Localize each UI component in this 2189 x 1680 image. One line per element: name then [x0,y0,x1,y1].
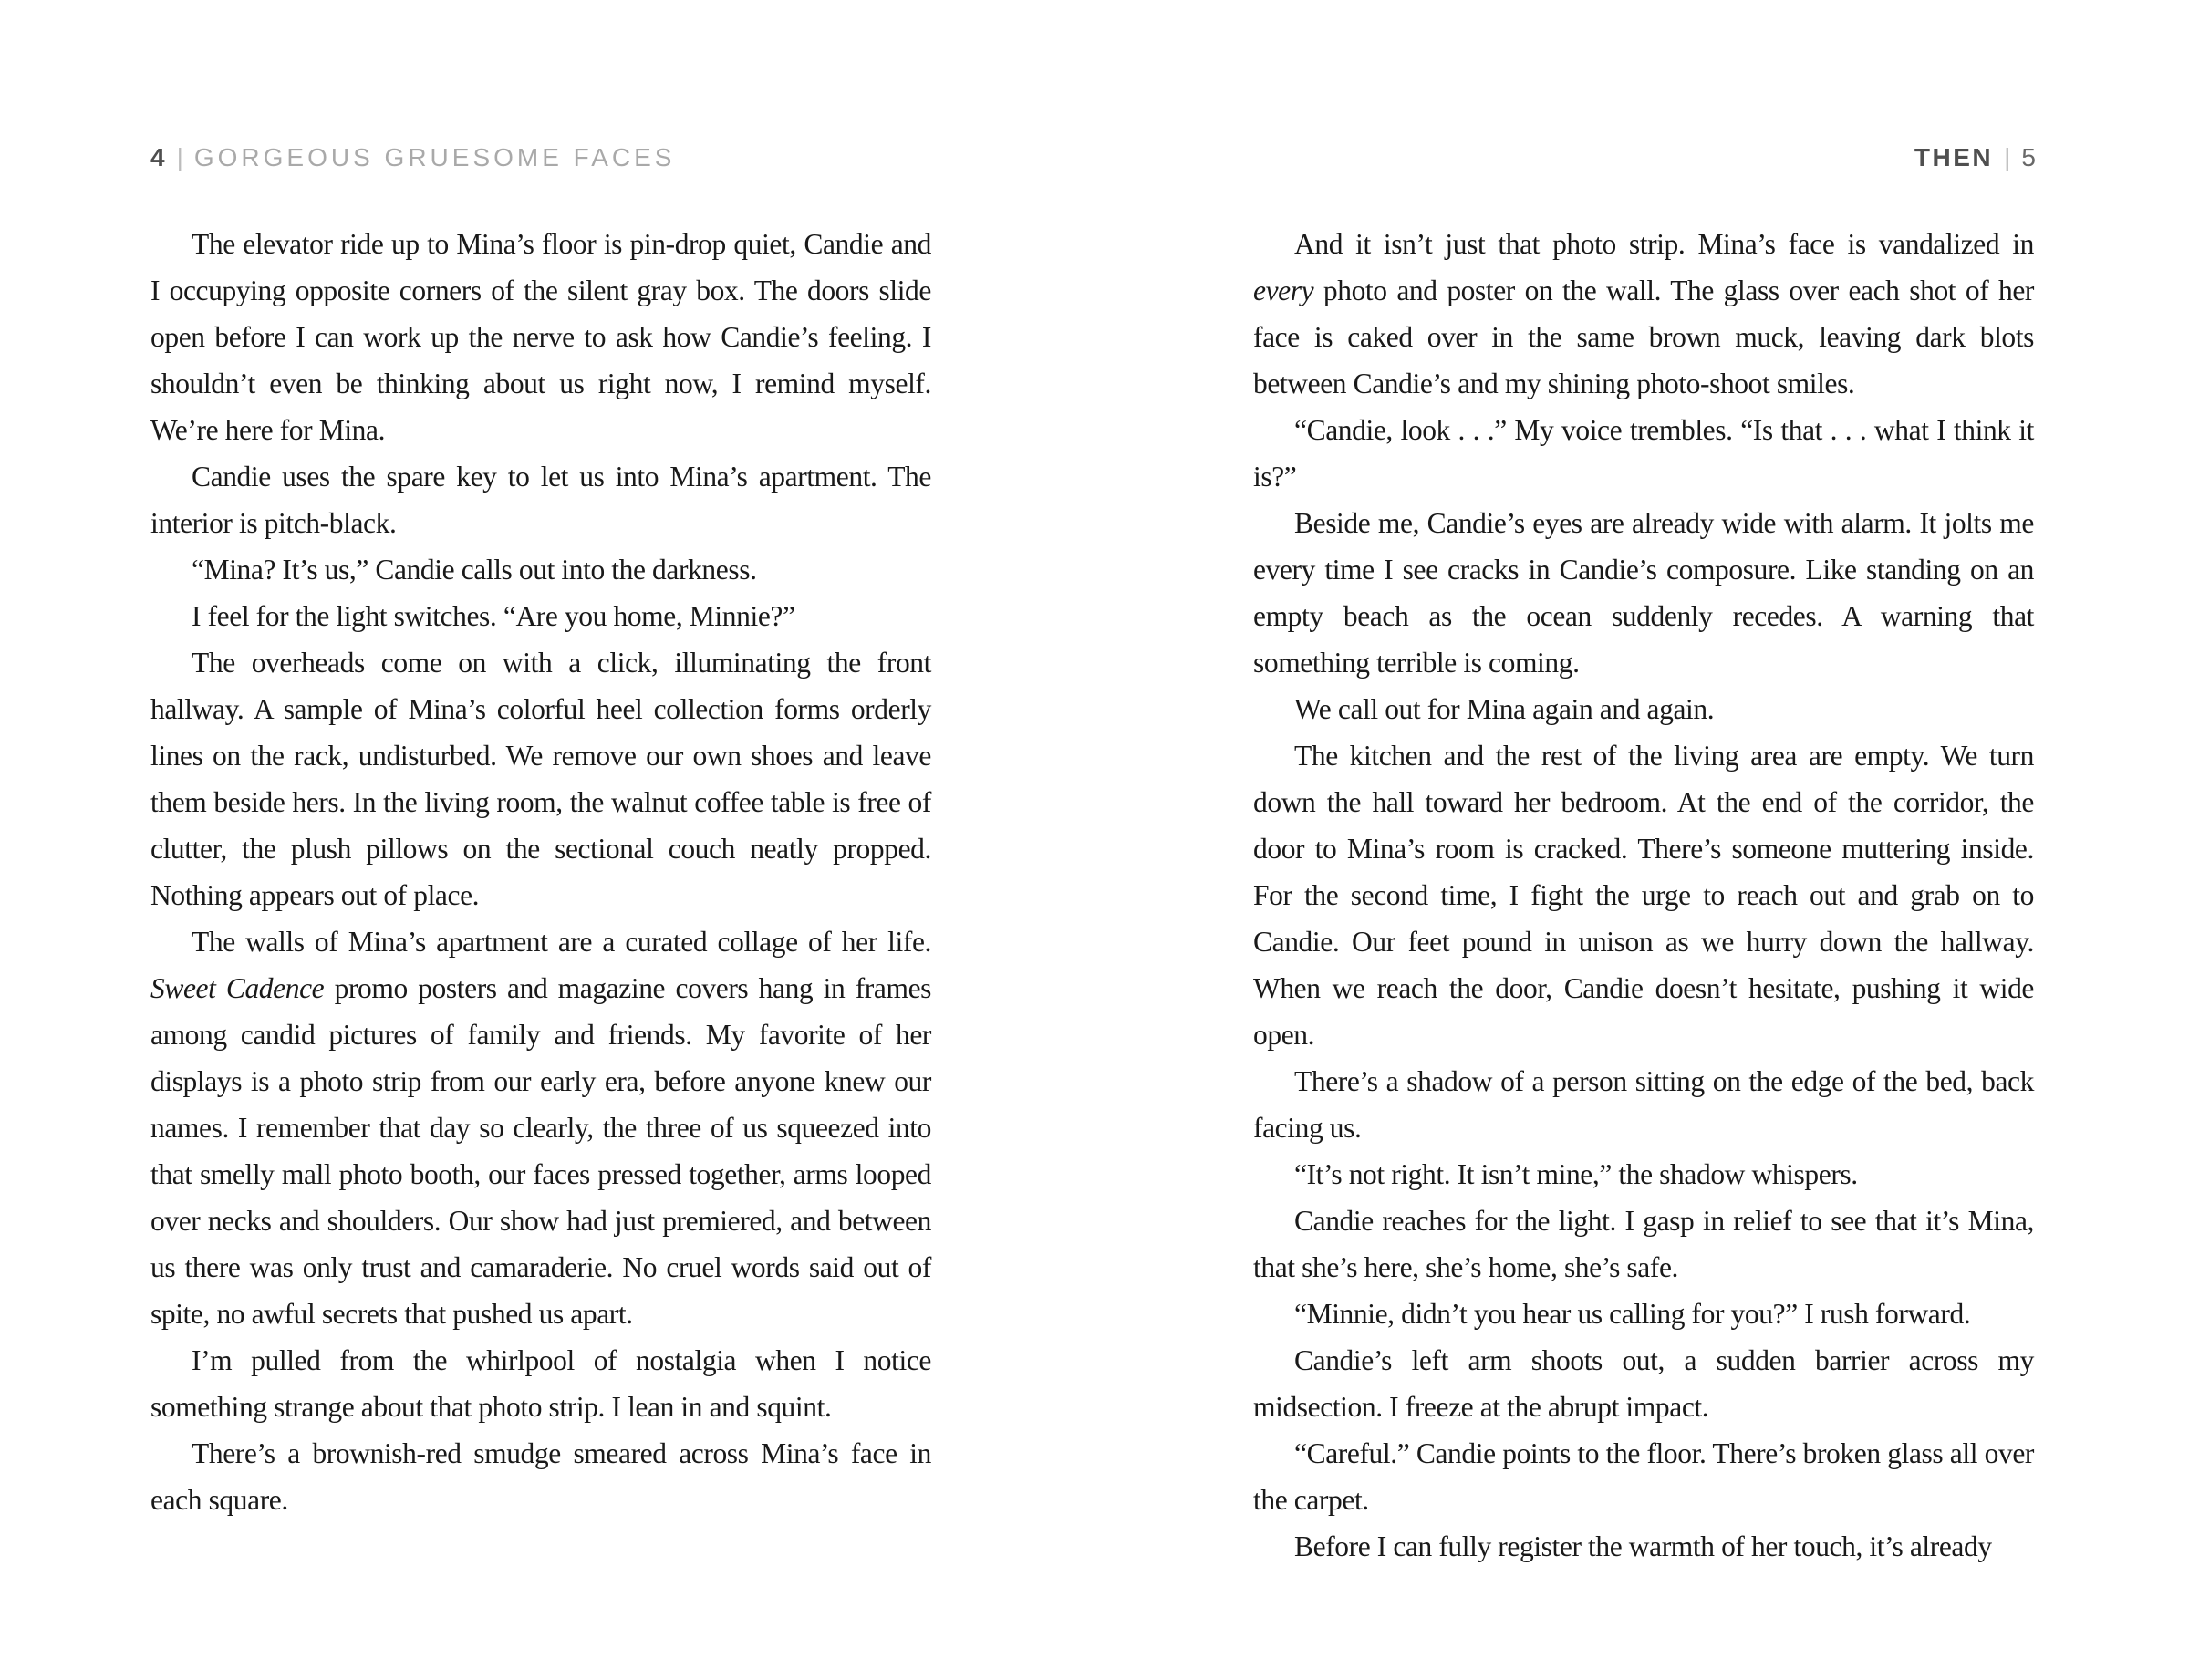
chapter-label: THEN [1914,143,1994,171]
paragraph [150,1430,931,1523]
paragraph [150,221,931,453]
paragraph [150,593,931,639]
italic-text-run: every [1253,275,1314,306]
text-run: Beside me, Candie’s eyes are already wide with alarm. It jolts me every time I see cracks in Candie’s composure. Like standing on an empty beach as the ocean suddenly recedes. A warning that something terrible is coming. [1253,507,2034,679]
page-left-text [150,221,931,1523]
page-right-header [1914,142,2036,173]
page-number-right: 5 [2021,143,2036,171]
text-run: There’s a brownish-red smudge smeared across Mina’s face in each square. [150,1437,931,1516]
text-run: promo posters and magazine covers hang in frames among candid pictures of family and friends. My favorite of her displays is a photo strip from our early era, before anyone knew our names. I remember that day so clearly, the three of us squeezed into that smelly mall photo booth, our faces pressed together, arms looped over necks and shoulders. Our show had just premiered, and between us there was only trust and camaraderie. No cruel words said out of spite, no awful secrets that pushed us apart. [150,972,932,1330]
header-divider-left: | [176,143,183,171]
paragraph [1253,1337,2034,1430]
italic-text-run: Sweet Cadence [150,972,325,1004]
text-run: Before I can fully register the warmth of her touch, it’s already [1294,1530,1992,1562]
text-run: photo and poster on the wall. The glass over each shot of her face is caked over in the same brown muck, leaving dark blots between Candie’s and my shining photo-shoot smiles. [1253,275,2034,399]
paragraph [150,918,931,1337]
paragraph [1253,1198,2034,1291]
text-run: “Mina? It’s us,” Candie calls out into the darkness. [192,554,757,586]
text-run: And it isn’t just that photo strip. Mina’s face is vandalized in [1294,228,2034,260]
text-run: “Candie, look . . .” My voice trembles. “Is that . . . what I think it is?” [1253,414,2034,493]
text-run: Candie’s left arm shoots out, a sudden barrier across my midsection. I freeze at the abrupt impact. [1253,1344,2034,1423]
text-run: “Minnie, didn’t you hear us calling for you?” I rush forward. [1294,1298,1971,1330]
paragraph [1253,686,2034,732]
text-run: There’s a shadow of a person sitting on the edge of the bed, back facing us. [1253,1065,2034,1144]
paragraph [1253,221,2034,407]
paragraph [150,546,931,593]
text-run: “It’s not right. It isn’t mine,” the shadow whispers. [1294,1158,1858,1190]
text-run: The kitchen and the rest of the living area are empty. We turn down the hall toward her bedroom. At the end of the corridor, the door to Mina’s room is cracked. There’s someone muttering inside. For the second time, I fight the urge to reach out and grab on to Candie. Our feet pound in unison as we hurry down the hallway. When we reach the door, Candie doesn’t hesitate, pushing it wide open. [1253,740,2034,1051]
paragraph [1253,1058,2034,1151]
paragraph [1253,732,2034,1058]
page-right-text [1253,221,2034,1570]
paragraph [150,1337,931,1430]
text-run: I feel for the light switches. “Are you home, Minnie?” [192,600,795,632]
book-title: GORGEOUS GRUESOME FACES [193,143,676,171]
text-run: I’m pulled from the whirlpool of nostalgia when I notice something strange about that photo strip. I lean in and squint. [150,1344,931,1423]
paragraph [1253,1523,2034,1570]
paragraph [150,639,931,918]
text-run: We call out for Mina again and again. [1294,693,1715,725]
text-run: Candie uses the spare key to let us into Mina’s apartment. The interior is pitch-black. [150,461,931,539]
paragraph [1253,1291,2034,1337]
paragraph [1253,1151,2034,1198]
text-run: “Careful.” Candie points to the floor. There’s broken glass all over the carpet. [1253,1437,2034,1516]
paragraph [1253,1430,2034,1523]
text-run: Candie reaches for the light. I gasp in relief to see that it’s Mina, that she’s here, she’s home, she’s safe. [1253,1205,2034,1283]
paragraph [1253,500,2034,686]
paragraph [150,453,931,546]
text-run: The elevator ride up to Mina’s floor is pin-drop quiet, Candie and I occupying opposite corners of the silent gray box. The doors slide open before I can work up the nerve to ask how Candie’s feeling. I shouldn’t even be thinking about us right now, I remind myself. We’re here for Mina. [150,228,931,446]
text-run: The walls of Mina’s apartment are a curated collage of her life. [192,926,931,958]
page-left-header [150,142,676,173]
header-divider-right: | [2004,143,2011,171]
paragraph [1253,407,2034,500]
page-number-left: 4 [150,143,166,171]
text-run: The overheads come on with a click, illuminating the front hallway. A sample of Mina’s colorful heel collection forms orderly lines on the rack, undisturbed. We remove our own shoes and leave them beside hers. In the living room, the walnut coffee table is free of clutter, the plush pillows on the sectional couch neatly propped. Nothing appears out of place. [150,647,931,911]
